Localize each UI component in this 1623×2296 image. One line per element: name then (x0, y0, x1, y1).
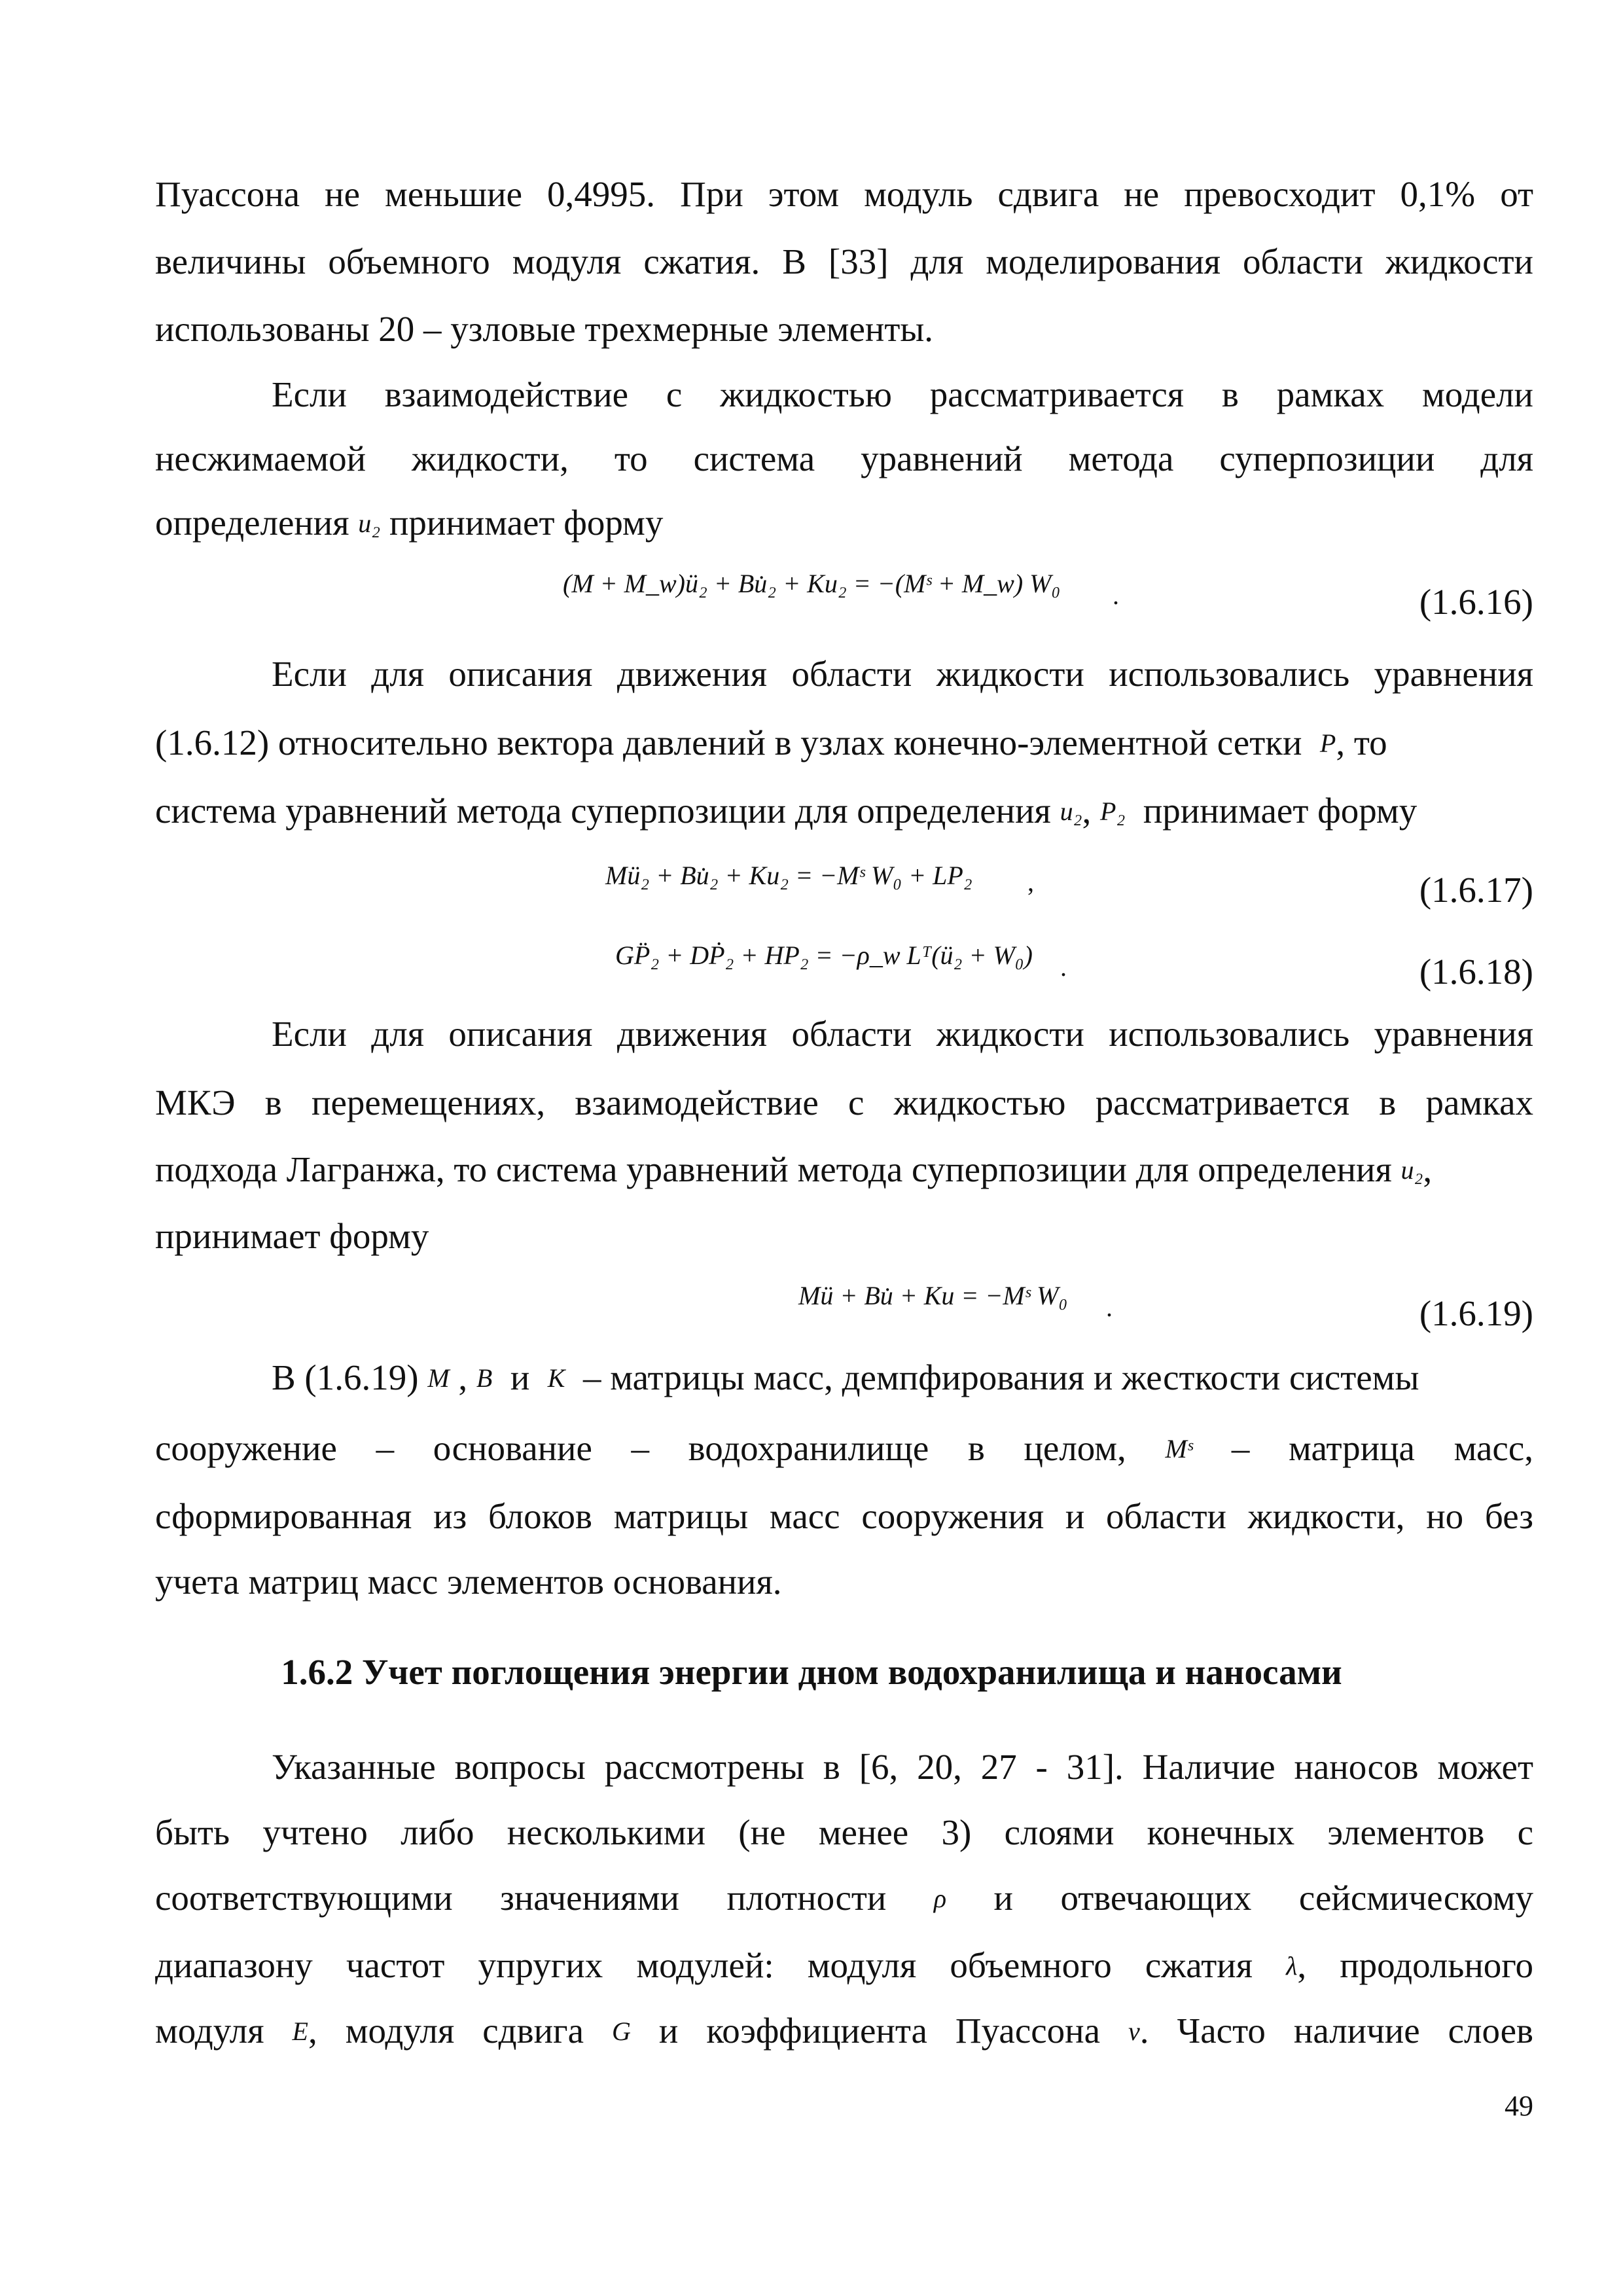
text-fragment: определения (155, 503, 349, 543)
text-line: Указанные вопросы рассмотрены в [6, 20, 27 - 31]. Наличие наносов может (272, 1747, 1533, 1787)
symbol-Ms: Mˢ (1165, 1434, 1193, 1463)
symbol-E: E (292, 2017, 308, 2046)
text-fragment: и коэффициента Пуассона (658, 2011, 1101, 2051)
text-line: В (1.6.19) M , B и K – матрицы масс, демпфирования и жесткости системы (272, 1357, 1419, 1397)
text-line (155, 2008, 1533, 2054)
text-line: сформированная из блоков матрицы масс сооружения и области жидкости, но без (155, 1496, 1533, 1536)
text-fragment: В (1.6.19) (272, 1357, 419, 1397)
text-line (155, 720, 1533, 766)
text-line: быть учтено либо несколькими (не менее 3) слоями конечных элементов с (155, 1812, 1533, 1852)
text-line (155, 500, 1533, 547)
text-fragment: сооружение – основание – водохранилище в целом, (155, 1428, 1126, 1468)
text-fragment: соответствующими значениями плотности (155, 1878, 887, 1918)
symbol-G: G (612, 2017, 631, 2046)
text-fragment: система уравнений метода суперпозиции для определения (155, 791, 1051, 831)
text-fragment: модуля (155, 2011, 264, 2051)
equation-period: . (1060, 952, 1067, 982)
text-fragment: – матрицы масс, демпфирования и жесткости системы (582, 1357, 1419, 1397)
text-line: Пуассона не меньшие 0,4995. При этом модуль сдвига не превосходит 0,1% от (155, 174, 1533, 214)
equation-number: (1.6.18) (1419, 952, 1533, 992)
page-number: 49 (1505, 2090, 1533, 2122)
text-fragment: диапазону частот упругих модулей: модуля объемного сжатия (155, 1945, 1253, 1985)
symbol-M: M (427, 1363, 450, 1393)
symbol-B: B (476, 1363, 493, 1393)
text-line (155, 1426, 1533, 1472)
text-line: Если для описания движения области жидкости использовались уравнения (272, 654, 1533, 694)
text-fragment: (1.6.12) относительно вектора давлений в узлах конечно-элементной сетки (155, 723, 1302, 762)
text-fragment: и отвечающих сейсмическому (993, 1878, 1534, 1918)
equation-1-6-19: Mü + Bu̇ + Ku = −Mˢ W₀ (798, 1281, 1068, 1310)
text-fragment: и (510, 1357, 530, 1397)
symbol-K: K (547, 1363, 565, 1393)
equation-1-6-16: (M + M_w)ü₂ + Bu̇₂ + Ku₂ = −(Mˢ + M_w) W₀ (563, 569, 1061, 598)
text-fragment: , продольного (1297, 1945, 1533, 1985)
text-fragment: , то (1336, 723, 1387, 762)
text-line: несжимаемой жидкости, то система уравнений метода суперпозиции для (155, 439, 1533, 478)
text-line: учета матриц масс элементов основания. (155, 1562, 782, 1602)
symbol-rho: ρ (933, 1884, 947, 1913)
equation-1-6-17: Mü₂ + Bu̇₂ + Ku₂ = −Mˢ W₀ + LP₂ (605, 861, 972, 890)
equation-period: . (1113, 581, 1119, 610)
symbol-P2: P₂ (1100, 797, 1126, 826)
equation-number: (1.6.19) (1419, 1293, 1533, 1333)
text-line (155, 1875, 1533, 1922)
symbol-P: P (1319, 728, 1336, 758)
text-fragment: принимает форму (389, 503, 664, 543)
section-heading: 1.6.2 Учет поглощения энергии дном водохранилища и наносами (281, 1652, 1342, 1692)
text-line (155, 1943, 1533, 1989)
text-fragment: подхода Лагранжа, то система уравнений метода суперпозиции для определения (155, 1149, 1392, 1189)
text-line: принимает форму (155, 1216, 429, 1256)
text-line: использованы 20 – узловые трехмерные элементы. (155, 309, 934, 349)
text-fragment: , модуля сдвига (308, 2011, 584, 2051)
text-line: Если для описания движения области жидкости использовались уравнения (272, 1014, 1533, 1054)
symbol-u2: u₂ (1400, 1155, 1423, 1185)
symbol-nu: ν (1128, 2017, 1140, 2046)
text-fragment: – матрица масс, (1231, 1428, 1534, 1468)
equation-number: (1.6.17) (1419, 870, 1533, 910)
symbol-lambda: λ (1286, 1951, 1298, 1981)
text-fragment: принимает форму (1143, 791, 1418, 831)
equation-comma: , (1027, 867, 1034, 897)
text-line: Если взаимодействие с жидкостью рассматривается в рамках модели (272, 374, 1533, 414)
text-line: величины объемного модуля сжатия. В [33] для моделирования области жидкости (155, 242, 1533, 281)
equation-1-6-18: GP̈₂ + DṖ₂ + HP₂ = −ρ_w Lᵀ(ü₂ + W₀) (615, 941, 1033, 970)
text-line: система уравнений метода суперпозиции для определения u₂, P₂ принимает форму (155, 791, 1418, 831)
symbol-u2: u₂ (1060, 797, 1082, 826)
text-fragment: . Часто наличие слоев (1139, 2011, 1534, 2051)
text-line: МКЭ в перемещениях, взаимодействие с жидкостью рассматривается в рамках (155, 1083, 1533, 1122)
equation-period: . (1106, 1293, 1113, 1322)
symbol-u2: u₂ (358, 509, 381, 538)
equation-number: (1.6.16) (1419, 582, 1533, 622)
text-line: подхода Лагранжа, то система уравнений метода суперпозиции для определения u₂, (155, 1149, 1433, 1189)
